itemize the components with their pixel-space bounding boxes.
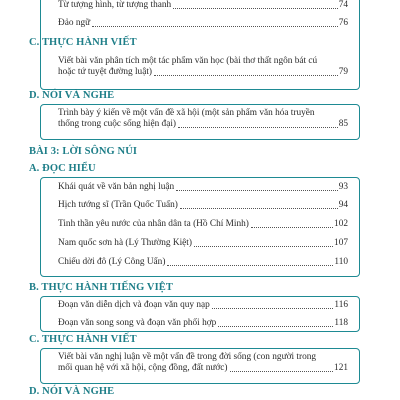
toc-entry: Khái quát về văn bản nghị luận 93 [58, 182, 348, 192]
section-heading: D. NÓI VÀ NGHE [29, 90, 115, 101]
toc-entry: Viết bài văn phân tích một tác phẩm văn học (bài thơ thất ngôn bát cú hoặc tứ tuyệt đường luật) 79 [58, 56, 348, 77]
toc-entry: Tinh thần yêu nước của nhân dân ta (Hồ Chí Minh) 102 [58, 219, 348, 229]
toc-entry: Nam quốc sơn hà (Lý Thường Kiệt) 107 [58, 238, 348, 248]
toc-entry: Đoạn văn song song và đoạn văn phối hợp 118 [58, 318, 348, 328]
section-heading: C. THỰC HÀNH VIẾT [29, 37, 137, 48]
section-heading: C. THỰC HÀNH VIẾT [29, 334, 137, 345]
section-heading: D. NÓI VÀ NGHE [29, 386, 115, 397]
section-heading: B. THỰC HÀNH TIẾNG VIỆT [29, 282, 173, 293]
toc-entry: Đảo ngữ 76 [58, 18, 348, 28]
lesson-title: BÀI 3: LỜI SÔNG NÚI [29, 146, 138, 157]
toc-entry: Từ tượng hình, từ tượng thanh 74 [58, 0, 348, 10]
toc-entry: Viết bài văn nghị luận về một vấn đề trong đời sống (con người trong mối quan hệ với xã hội, cộng đồng, đất nước) 121 [58, 352, 348, 373]
toc-entry: Hịch tướng sĩ (Trần Quốc Tuấn) 94 [58, 200, 348, 210]
section-heading: A. ĐỌC HIỂU [29, 163, 96, 174]
toc-entry: Trình bày ý kiến về một vấn đề xã hội (một sản phẩm văn hóa truyền thống trong cuộc sống hiện đại) 85 [58, 108, 348, 129]
toc-entry: Đoạn văn diễn dịch và đoạn văn quy nạp 116 [58, 300, 348, 310]
toc-entry: Chiếu dời đô (Lý Công Uẩn) 110 [58, 257, 348, 267]
